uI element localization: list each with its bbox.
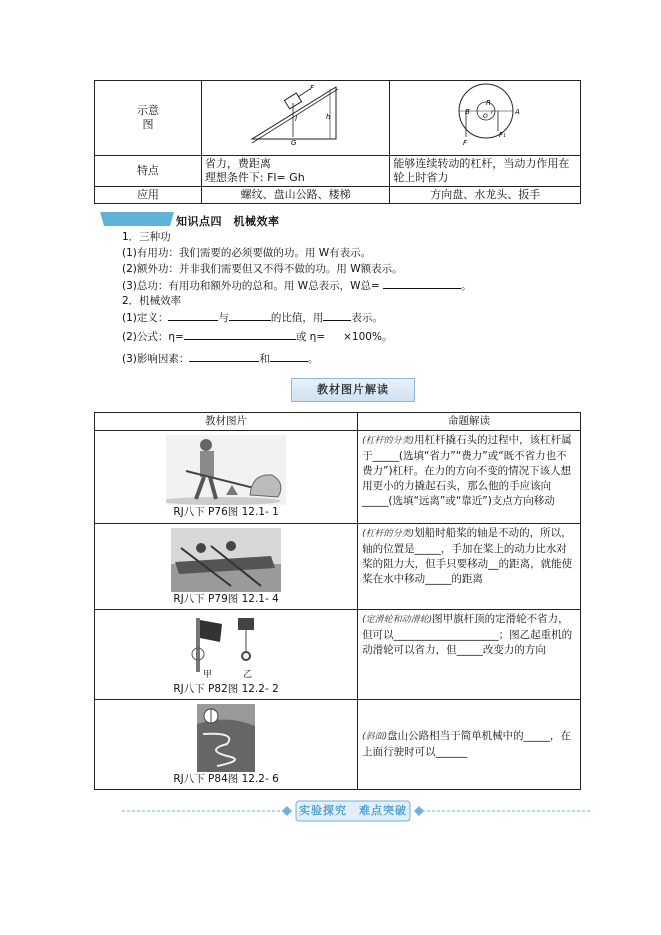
label-O: O <box>483 113 489 120</box>
wheel-application: 方向盘、水龙头、扳手 <box>390 187 581 204</box>
caption: RJ八下 P76图 12.1- 1 <box>173 506 279 518</box>
mountain-road-photo <box>197 704 255 772</box>
textbook-picture-table <box>94 412 581 790</box>
row-label-feature: 特点 <box>95 156 202 187</box>
simple-machine-table <box>94 80 581 204</box>
topic-tag: (杠杆的分类) <box>362 436 415 446</box>
answer-blank[interactable] <box>168 309 218 321</box>
interpretation-lever <box>358 431 581 524</box>
factors-label: (3)影响因素： <box>122 353 190 365</box>
incline-application: 螺纹、盘山公路、楼梯 <box>201 187 390 204</box>
factors-end: 。 <box>307 353 319 365</box>
caption: RJ八下 P84图 12.2- 6 <box>173 773 279 785</box>
label-A: A <box>515 108 521 116</box>
question-text: 盘山公路相当于简单机械中的_____，在上面行驶时可以______ <box>362 730 571 758</box>
header-picture: 教材图片 <box>95 413 358 431</box>
extra-work-line: (2)额外功：并非我们需要但又不得不做的功。用 W额表示。 <box>122 263 403 275</box>
question-text: 图甲旗杆顶的定滑轮不省力，但可以____________________；图乙起重机的动滑轮可以省力，但_____改变力的方向 <box>362 613 573 656</box>
caption: RJ八下 P82图 12.2- 2 <box>173 683 279 695</box>
answer-blank[interactable] <box>229 309 271 321</box>
factors-line <box>122 350 318 367</box>
answer-blank[interactable] <box>270 350 308 362</box>
picture-cell-pulley <box>95 610 358 700</box>
definition-label: (1)定义： <box>122 312 169 324</box>
rowing-photo <box>171 528 281 592</box>
lever-photo <box>166 435 286 505</box>
section-footer-banner <box>122 799 592 823</box>
formula-label: (2)公式：η= <box>122 331 184 343</box>
question-text: 划船时船桨的轴是不动的，所以，轴的位置是_____，手加在桨上的动力比水对桨的阻力大，但手只要移动__的距离，就能使桨在水中移动_____的距离 <box>362 527 573 585</box>
total-work-line <box>122 277 472 294</box>
interpretation-pulley <box>358 610 581 700</box>
inclined-plane-diagram <box>202 81 384 151</box>
question-text: 用杠杆撬石头的过程中，该杠杆属于_____(选填“省力”“费力”或“既不省力也不费力”)杠杆。在力的方向不变的情况下该人想用更小的力撬起石头，那么他的手应该向_____(选填“远离”或“靠近”)支点方向移动 <box>362 434 572 507</box>
label-l: l <box>294 115 297 123</box>
caption: RJ八下 P79图 12.1- 4 <box>173 593 279 605</box>
incline-feature-line1: 省力，费距离 <box>204 157 271 170</box>
section-banner-decoration <box>100 212 174 226</box>
row-label-application: 应用 <box>95 187 202 204</box>
label-h: h <box>325 113 331 121</box>
incline-diagram-cell <box>201 81 390 156</box>
work-types-heading: 1．三种功 <box>122 231 171 243</box>
textbook-picture-tag: 教材图片解读 <box>291 378 415 402</box>
useful-work-line: (1)有用功：我们需要的必须要做的功。用 W有表示。 <box>122 247 372 259</box>
factors-and: 和 <box>259 353 270 365</box>
formula-or: 或 η= <box>295 331 326 343</box>
label-yi: 乙 <box>243 670 253 680</box>
definition-use: 的比值，用 <box>270 312 324 324</box>
wheel-feature: 能够连续转动的杠杆，当动力作用在轮上时省力 <box>390 156 581 187</box>
answer-blank[interactable] <box>184 328 296 340</box>
total-work-text: (3)总功：有用功和额外功的总和。用 W总表示，W总= <box>122 280 380 292</box>
label-R: R <box>486 99 492 107</box>
picture-cell-rowing <box>95 524 358 610</box>
definition-and: 与 <box>218 312 229 324</box>
incline-feature-line2: 理想条件下: Fl= Gh <box>204 171 305 184</box>
interpretation-road <box>358 700 581 790</box>
definition-line <box>122 309 383 326</box>
answer-blank[interactable] <box>189 350 259 362</box>
picture-cell-road <box>95 700 358 790</box>
incline-feature <box>201 156 390 187</box>
label-jia: 甲 <box>203 670 213 680</box>
header-interpretation: 命题解读 <box>358 413 581 431</box>
label-r: r <box>491 109 494 116</box>
footer-title: 实验探究 难点突破 <box>299 804 407 817</box>
answer-blank[interactable] <box>383 277 461 289</box>
label-B: B <box>465 108 471 116</box>
label-F1: F₁ <box>499 131 507 139</box>
interpretation-rowing <box>358 524 581 610</box>
topic-tag: (定滑轮和动滑轮) <box>362 615 433 625</box>
period: 。 <box>461 280 472 292</box>
formula-line <box>122 328 392 345</box>
section-title: 知识点四 机械效率 <box>176 215 280 228</box>
row-label-diagram: 示意 图 <box>95 81 202 156</box>
picture-cell-lever <box>95 431 358 524</box>
label-G: G <box>290 139 297 147</box>
wheel-axle-diagram <box>390 81 574 151</box>
topic-tag: (斜面) <box>362 732 388 742</box>
pulley-photo <box>176 614 276 672</box>
formula-percent: ×100%。 <box>343 331 393 343</box>
wheel-axle-diagram-cell <box>390 81 581 156</box>
definition-end: 表示。 <box>351 312 383 324</box>
label-F: F <box>463 139 468 147</box>
efficiency-heading: 2．机械效率 <box>122 295 182 307</box>
topic-tag: (杠杆的分类) <box>362 529 415 539</box>
answer-blank[interactable] <box>323 309 351 321</box>
label-F: F <box>309 84 314 92</box>
